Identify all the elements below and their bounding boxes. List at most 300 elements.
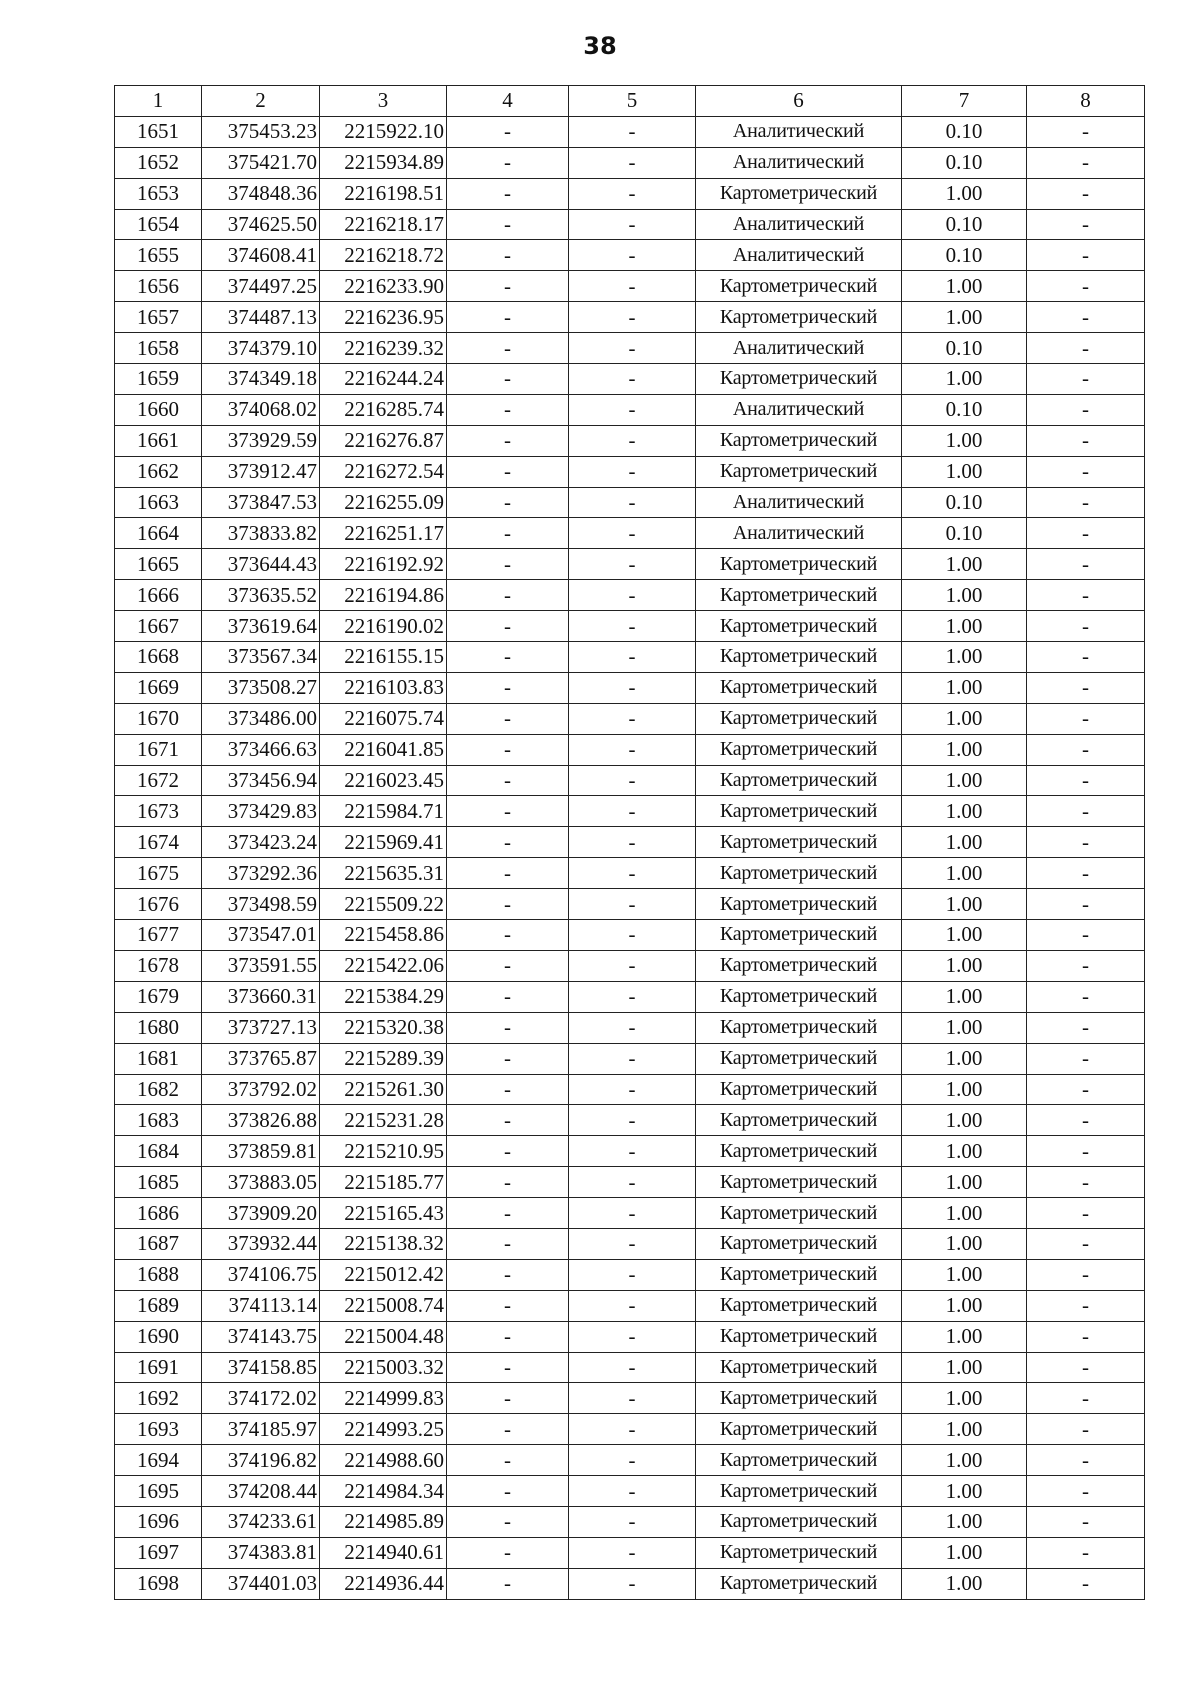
cell-method: Аналитический: [696, 147, 902, 178]
cell-coord-y: 2215231.28: [320, 1105, 447, 1136]
header-cell-2: 2: [202, 86, 320, 117]
table-row: [115, 487, 1145, 518]
cell-point-number: 1693: [115, 1414, 202, 1445]
cell-col-4: -: [447, 116, 569, 147]
cell-col-4: -: [447, 796, 569, 827]
cell-col-5: -: [569, 240, 696, 271]
cell-method: Аналитический: [696, 333, 902, 364]
cell-point-number: 1690: [115, 1321, 202, 1352]
table-row: [115, 1012, 1145, 1043]
cell-coord-y: 2215004.48: [320, 1321, 447, 1352]
cell-coord-x: 373859.81: [202, 1136, 320, 1167]
cell-col-4: -: [447, 1259, 569, 1290]
cell-precision: 0.10: [902, 394, 1027, 425]
cell-coord-x: 373619.64: [202, 611, 320, 642]
cell-col-8: -: [1027, 178, 1145, 209]
cell-col-8: -: [1027, 950, 1145, 981]
table-row: [115, 116, 1145, 147]
table-row: [115, 1506, 1145, 1537]
cell-coord-x: 373883.05: [202, 1167, 320, 1198]
cell-col-5: -: [569, 1105, 696, 1136]
cell-col-8: -: [1027, 425, 1145, 456]
table-row: [115, 1290, 1145, 1321]
cell-col-5: -: [569, 1074, 696, 1105]
table-row: [115, 950, 1145, 981]
cell-col-4: -: [447, 981, 569, 1012]
cell-col-5: -: [569, 734, 696, 765]
cell-col-4: -: [447, 1476, 569, 1507]
cell-method: Картометрический: [696, 858, 902, 889]
cell-coord-y: 2216218.72: [320, 240, 447, 271]
cell-method: Картометрический: [696, 611, 902, 642]
cell-method: Аналитический: [696, 116, 902, 147]
cell-coord-x: 373847.53: [202, 487, 320, 518]
cell-coord-y: 2216276.87: [320, 425, 447, 456]
cell-precision: 0.10: [902, 209, 1027, 240]
table-row: [115, 765, 1145, 796]
cell-precision: 1.00: [902, 1445, 1027, 1476]
cell-coord-x: 373765.87: [202, 1043, 320, 1074]
cell-col-8: -: [1027, 1414, 1145, 1445]
cell-coord-x: 373727.13: [202, 1012, 320, 1043]
cell-method: Аналитический: [696, 394, 902, 425]
cell-point-number: 1670: [115, 703, 202, 734]
cell-coord-y: 2215422.06: [320, 950, 447, 981]
cell-col-5: -: [569, 796, 696, 827]
cell-method: Картометрический: [696, 889, 902, 920]
table-row: [115, 827, 1145, 858]
cell-col-4: -: [447, 333, 569, 364]
cell-coord-x: 374497.25: [202, 271, 320, 302]
cell-coord-x: 374233.61: [202, 1506, 320, 1537]
cell-coord-y: 2216103.83: [320, 672, 447, 703]
table-row: [115, 518, 1145, 549]
cell-col-5: -: [569, 1414, 696, 1445]
cell-col-4: -: [447, 425, 569, 456]
cell-coord-x: 373423.24: [202, 827, 320, 858]
cell-coord-y: 2215458.86: [320, 920, 447, 951]
cell-col-8: -: [1027, 1352, 1145, 1383]
cell-precision: 0.10: [902, 116, 1027, 147]
cell-coord-y: 2215969.41: [320, 827, 447, 858]
cell-precision: 1.00: [902, 827, 1027, 858]
cell-col-8: -: [1027, 1383, 1145, 1414]
cell-col-8: -: [1027, 116, 1145, 147]
cell-col-8: -: [1027, 518, 1145, 549]
cell-precision: 1.00: [902, 1198, 1027, 1229]
table-header-row: [115, 86, 1145, 117]
table-row: [115, 1414, 1145, 1445]
cell-coord-x: 373567.34: [202, 642, 320, 673]
cell-point-number: 1667: [115, 611, 202, 642]
cell-col-8: -: [1027, 889, 1145, 920]
page-number: 38: [583, 32, 617, 60]
table-row: [115, 240, 1145, 271]
cell-method: Картометрический: [696, 703, 902, 734]
cell-col-4: -: [447, 1012, 569, 1043]
table-row: [115, 178, 1145, 209]
cell-precision: 0.10: [902, 518, 1027, 549]
table-row: [115, 1259, 1145, 1290]
cell-method: Картометрический: [696, 981, 902, 1012]
cell-col-4: -: [447, 827, 569, 858]
cell-precision: 1.00: [902, 1012, 1027, 1043]
cell-col-4: -: [447, 858, 569, 889]
cell-coord-x: 373466.63: [202, 734, 320, 765]
cell-precision: 1.00: [902, 1105, 1027, 1136]
cell-point-number: 1651: [115, 116, 202, 147]
cell-coord-x: 374401.03: [202, 1568, 320, 1599]
cell-col-4: -: [447, 1136, 569, 1167]
cell-point-number: 1668: [115, 642, 202, 673]
cell-col-8: -: [1027, 1506, 1145, 1537]
cell-col-4: -: [447, 580, 569, 611]
cell-col-4: -: [447, 1198, 569, 1229]
cell-point-number: 1663: [115, 487, 202, 518]
cell-col-4: -: [447, 1228, 569, 1259]
cell-col-8: -: [1027, 1136, 1145, 1167]
table-row: [115, 1445, 1145, 1476]
table-row: [115, 889, 1145, 920]
cell-coord-y: 2215012.42: [320, 1259, 447, 1290]
cell-col-8: -: [1027, 147, 1145, 178]
cell-col-4: -: [447, 950, 569, 981]
cell-col-4: -: [447, 642, 569, 673]
cell-precision: 0.10: [902, 333, 1027, 364]
cell-col-8: -: [1027, 549, 1145, 580]
table-row: [115, 642, 1145, 673]
cell-method: Картометрический: [696, 1414, 902, 1445]
cell-point-number: 1672: [115, 765, 202, 796]
cell-method: Картометрический: [696, 796, 902, 827]
cell-method: Картометрический: [696, 1136, 902, 1167]
cell-method: Картометрический: [696, 1259, 902, 1290]
cell-point-number: 1677: [115, 920, 202, 951]
cell-precision: 1.00: [902, 1568, 1027, 1599]
table-row: [115, 672, 1145, 703]
cell-method: Картометрический: [696, 642, 902, 673]
table-row: [115, 1537, 1145, 1568]
cell-coord-x: 374068.02: [202, 394, 320, 425]
cell-coord-y: 2215210.95: [320, 1136, 447, 1167]
cell-col-8: -: [1027, 580, 1145, 611]
cell-coord-y: 2215185.77: [320, 1167, 447, 1198]
cell-coord-y: 2216239.32: [320, 333, 447, 364]
cell-method: Картометрический: [696, 1476, 902, 1507]
cell-coord-y: 2216075.74: [320, 703, 447, 734]
cell-method: Картометрический: [696, 364, 902, 395]
cell-precision: 1.00: [902, 796, 1027, 827]
cell-col-5: -: [569, 1136, 696, 1167]
cell-coord-x: 374185.97: [202, 1414, 320, 1445]
cell-col-8: -: [1027, 394, 1145, 425]
cell-col-8: -: [1027, 456, 1145, 487]
cell-col-8: -: [1027, 302, 1145, 333]
cell-point-number: 1681: [115, 1043, 202, 1074]
cell-precision: 1.00: [902, 981, 1027, 1012]
cell-precision: 1.00: [902, 1506, 1027, 1537]
cell-coord-x: 373932.44: [202, 1228, 320, 1259]
cell-coord-y: 2215261.30: [320, 1074, 447, 1105]
cell-col-8: -: [1027, 827, 1145, 858]
cell-col-4: -: [447, 456, 569, 487]
table-row: [115, 1568, 1145, 1599]
table-row: [115, 734, 1145, 765]
table-row: [115, 580, 1145, 611]
cell-col-5: -: [569, 858, 696, 889]
cell-col-5: -: [569, 1383, 696, 1414]
cell-precision: 1.00: [902, 1383, 1027, 1414]
cell-precision: 1.00: [902, 1290, 1027, 1321]
cell-precision: 1.00: [902, 950, 1027, 981]
cell-point-number: 1686: [115, 1198, 202, 1229]
cell-col-4: -: [447, 487, 569, 518]
table-row: [115, 1228, 1145, 1259]
cell-col-8: -: [1027, 1476, 1145, 1507]
cell-col-5: -: [569, 1290, 696, 1321]
cell-point-number: 1664: [115, 518, 202, 549]
cell-col-5: -: [569, 1043, 696, 1074]
cell-method: Аналитический: [696, 487, 902, 518]
cell-col-8: -: [1027, 1259, 1145, 1290]
cell-point-number: 1683: [115, 1105, 202, 1136]
cell-point-number: 1671: [115, 734, 202, 765]
cell-col-5: -: [569, 1167, 696, 1198]
cell-col-8: -: [1027, 1568, 1145, 1599]
cell-col-8: -: [1027, 858, 1145, 889]
cell-col-4: -: [447, 920, 569, 951]
cell-coord-y: 2214999.83: [320, 1383, 447, 1414]
cell-coord-x: 374172.02: [202, 1383, 320, 1414]
cell-precision: 1.00: [902, 425, 1027, 456]
table-row: [115, 858, 1145, 889]
cell-coord-x: 374383.81: [202, 1537, 320, 1568]
cell-col-5: -: [569, 672, 696, 703]
cell-coord-y: 2214988.60: [320, 1445, 447, 1476]
cell-coord-x: 374379.10: [202, 333, 320, 364]
cell-col-8: -: [1027, 271, 1145, 302]
cell-col-5: -: [569, 611, 696, 642]
cell-col-5: -: [569, 642, 696, 673]
cell-coord-x: 374625.50: [202, 209, 320, 240]
cell-method: Картометрический: [696, 580, 902, 611]
table-row: [115, 456, 1145, 487]
cell-col-8: -: [1027, 1012, 1145, 1043]
cell-method: Картометрический: [696, 672, 902, 703]
cell-col-5: -: [569, 827, 696, 858]
cell-coord-y: 2215003.32: [320, 1352, 447, 1383]
cell-precision: 1.00: [902, 580, 1027, 611]
cell-method: Картометрический: [696, 1290, 902, 1321]
cell-col-5: -: [569, 487, 696, 518]
cell-point-number: 1696: [115, 1506, 202, 1537]
cell-point-number: 1658: [115, 333, 202, 364]
cell-precision: 1.00: [902, 549, 1027, 580]
cell-col-8: -: [1027, 1105, 1145, 1136]
cell-col-4: -: [447, 147, 569, 178]
cell-point-number: 1674: [115, 827, 202, 858]
cell-precision: 1.00: [902, 734, 1027, 765]
table-row: [115, 394, 1145, 425]
cell-point-number: 1669: [115, 672, 202, 703]
cell-col-4: -: [447, 1105, 569, 1136]
cell-coord-x: 374487.13: [202, 302, 320, 333]
cell-col-5: -: [569, 1568, 696, 1599]
cell-coord-x: 373644.43: [202, 549, 320, 580]
cell-precision: 1.00: [902, 889, 1027, 920]
cell-col-8: -: [1027, 209, 1145, 240]
cell-point-number: 1682: [115, 1074, 202, 1105]
cell-coord-x: 373486.00: [202, 703, 320, 734]
cell-precision: 0.10: [902, 487, 1027, 518]
cell-coord-x: 374848.36: [202, 178, 320, 209]
cell-coord-x: 375453.23: [202, 116, 320, 147]
cell-point-number: 1660: [115, 394, 202, 425]
cell-coord-y: 2216285.74: [320, 394, 447, 425]
cell-coord-y: 2216218.17: [320, 209, 447, 240]
cell-col-8: -: [1027, 333, 1145, 364]
cell-point-number: 1653: [115, 178, 202, 209]
cell-method: Картометрический: [696, 1167, 902, 1198]
table-row: [115, 1321, 1145, 1352]
cell-col-8: -: [1027, 487, 1145, 518]
cell-method: Картометрический: [696, 549, 902, 580]
cell-coord-x: 373456.94: [202, 765, 320, 796]
cell-method: Аналитический: [696, 518, 902, 549]
cell-col-4: -: [447, 1290, 569, 1321]
cell-col-5: -: [569, 1012, 696, 1043]
cell-method: Картометрический: [696, 1012, 902, 1043]
cell-col-5: -: [569, 456, 696, 487]
cell-col-5: -: [569, 1352, 696, 1383]
cell-coord-y: 2216255.09: [320, 487, 447, 518]
cell-precision: 1.00: [902, 611, 1027, 642]
table-row: [115, 1074, 1145, 1105]
table-row: [115, 1198, 1145, 1229]
cell-col-5: -: [569, 271, 696, 302]
cell-coord-y: 2214984.34: [320, 1476, 447, 1507]
cell-coord-y: 2216192.92: [320, 549, 447, 580]
cell-col-4: -: [447, 302, 569, 333]
cell-point-number: 1697: [115, 1537, 202, 1568]
cell-col-8: -: [1027, 611, 1145, 642]
cell-coord-y: 2214936.44: [320, 1568, 447, 1599]
cell-precision: 0.10: [902, 147, 1027, 178]
cell-coord-x: 373547.01: [202, 920, 320, 951]
cell-method: Картометрический: [696, 734, 902, 765]
cell-method: Картометрический: [696, 1352, 902, 1383]
cell-coord-x: 373826.88: [202, 1105, 320, 1136]
cell-col-8: -: [1027, 981, 1145, 1012]
cell-method: Картометрический: [696, 1105, 902, 1136]
cell-col-5: -: [569, 950, 696, 981]
header-cell-6: 6: [696, 86, 902, 117]
cell-col-8: -: [1027, 703, 1145, 734]
cell-precision: 0.10: [902, 240, 1027, 271]
cell-method: Картометрический: [696, 920, 902, 951]
cell-precision: 1.00: [902, 456, 1027, 487]
cell-col-8: -: [1027, 1290, 1145, 1321]
cell-coord-y: 2215165.43: [320, 1198, 447, 1229]
cell-precision: 1.00: [902, 703, 1027, 734]
cell-precision: 1.00: [902, 1136, 1027, 1167]
cell-coord-x: 374608.41: [202, 240, 320, 271]
cell-coord-x: 374106.75: [202, 1259, 320, 1290]
cell-coord-x: 375421.70: [202, 147, 320, 178]
cell-point-number: 1666: [115, 580, 202, 611]
header-cell-5: 5: [569, 86, 696, 117]
table-row: [115, 611, 1145, 642]
cell-col-4: -: [447, 178, 569, 209]
cell-coord-y: 2215384.29: [320, 981, 447, 1012]
cell-point-number: 1678: [115, 950, 202, 981]
header-cell-1: 1: [115, 86, 202, 117]
cell-col-4: -: [447, 1445, 569, 1476]
cell-method: Картометрический: [696, 1383, 902, 1414]
cell-coord-y: 2214985.89: [320, 1506, 447, 1537]
cell-col-5: -: [569, 333, 696, 364]
cell-precision: 1.00: [902, 765, 1027, 796]
cell-col-5: -: [569, 1321, 696, 1352]
cell-coord-y: 2216041.85: [320, 734, 447, 765]
cell-point-number: 1694: [115, 1445, 202, 1476]
table-row: [115, 302, 1145, 333]
cell-col-5: -: [569, 1537, 696, 1568]
cell-method: Картометрический: [696, 271, 902, 302]
cell-coord-y: 2216198.51: [320, 178, 447, 209]
cell-point-number: 1675: [115, 858, 202, 889]
cell-point-number: 1652: [115, 147, 202, 178]
cell-precision: 1.00: [902, 1414, 1027, 1445]
cell-method: Картометрический: [696, 456, 902, 487]
cell-col-5: -: [569, 116, 696, 147]
cell-coord-y: 2215138.32: [320, 1228, 447, 1259]
cell-col-4: -: [447, 1414, 569, 1445]
header-cell-3: 3: [320, 86, 447, 117]
cell-coord-x: 373591.55: [202, 950, 320, 981]
cell-col-5: -: [569, 209, 696, 240]
cell-col-5: -: [569, 1228, 696, 1259]
cell-coord-y: 2215922.10: [320, 116, 447, 147]
cell-coord-x: 373292.36: [202, 858, 320, 889]
cell-col-5: -: [569, 364, 696, 395]
table-row: [115, 1383, 1145, 1414]
cell-col-5: -: [569, 580, 696, 611]
cell-col-4: -: [447, 518, 569, 549]
cell-col-4: -: [447, 394, 569, 425]
cell-coord-y: 2216272.54: [320, 456, 447, 487]
cell-col-5: -: [569, 394, 696, 425]
cell-point-number: 1656: [115, 271, 202, 302]
cell-col-5: -: [569, 981, 696, 1012]
cell-precision: 1.00: [902, 178, 1027, 209]
cell-coord-y: 2215934.89: [320, 147, 447, 178]
header-cell-7: 7: [902, 86, 1027, 117]
cell-col-4: -: [447, 1537, 569, 1568]
table-row: [115, 981, 1145, 1012]
cell-precision: 1.00: [902, 271, 1027, 302]
cell-col-5: -: [569, 1259, 696, 1290]
coordinates-table: [114, 85, 1145, 1600]
cell-method: Картометрический: [696, 1568, 902, 1599]
cell-point-number: 1684: [115, 1136, 202, 1167]
cell-method: Аналитический: [696, 209, 902, 240]
table-body: [115, 116, 1145, 1599]
cell-coord-y: 2215984.71: [320, 796, 447, 827]
cell-precision: 1.00: [902, 1352, 1027, 1383]
cell-method: Картометрический: [696, 1506, 902, 1537]
cell-method: Картометрический: [696, 1198, 902, 1229]
